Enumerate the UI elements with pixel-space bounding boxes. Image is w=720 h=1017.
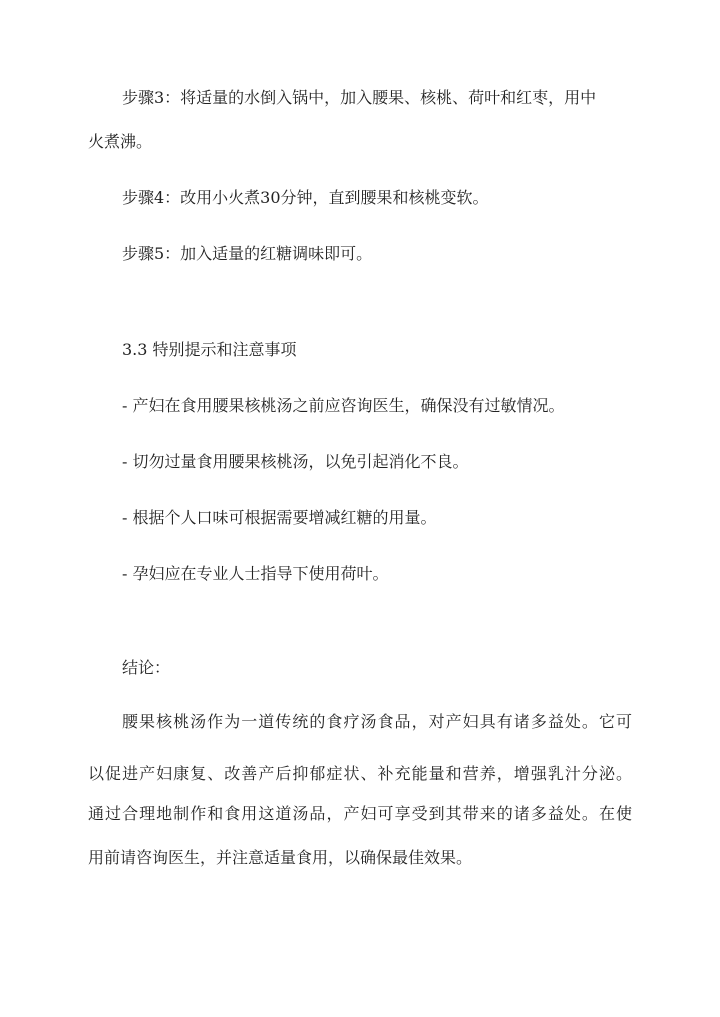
conclusion-heading: 结论： bbox=[122, 658, 171, 677]
step3-line1: 步骤3：将适量的水倒入锅中，加入腰果、核桃、荷叶和红枣，用中 bbox=[122, 88, 597, 107]
step3-line2: 火煮沸。 bbox=[88, 132, 153, 151]
conclusion-line: 通过合理地制作和食用这道汤品，产妇可享受到其带来的诸多益处。在使 bbox=[88, 804, 632, 823]
tip-item: - 产妇在食用腰果核桃汤之前应咨询医生，确保没有过敏情况。 bbox=[122, 396, 565, 415]
step4-text: 步骤4：改用小火煮30分钟，直到腰果和核桃变软。 bbox=[122, 188, 489, 207]
conclusion-line: 以促进产妇康复、改善产后抑郁症状、补充能量和营养，增强乳汁分泌。 bbox=[88, 764, 632, 783]
tip-item: - 根据个人口味可根据需要增减红糖的用量。 bbox=[122, 508, 437, 527]
conclusion-line: 腰果核桃汤作为一道传统的食疗汤食品，对产妇具有诸多益处。它可 bbox=[122, 712, 632, 731]
section-heading-tips: 3.3 特别提示和注意事项 bbox=[122, 340, 297, 359]
tip-item: - 切勿过量食用腰果核桃汤，以免引起消化不良。 bbox=[122, 452, 469, 471]
step5-text: 步骤5：加入适量的红糖调味即可。 bbox=[122, 244, 373, 263]
conclusion-line: 用前请咨询医生，并注意适量食用，以确保最佳效果。 bbox=[88, 848, 473, 867]
tip-item: - 孕妇应在专业人士指导下使用荷叶。 bbox=[122, 564, 389, 583]
